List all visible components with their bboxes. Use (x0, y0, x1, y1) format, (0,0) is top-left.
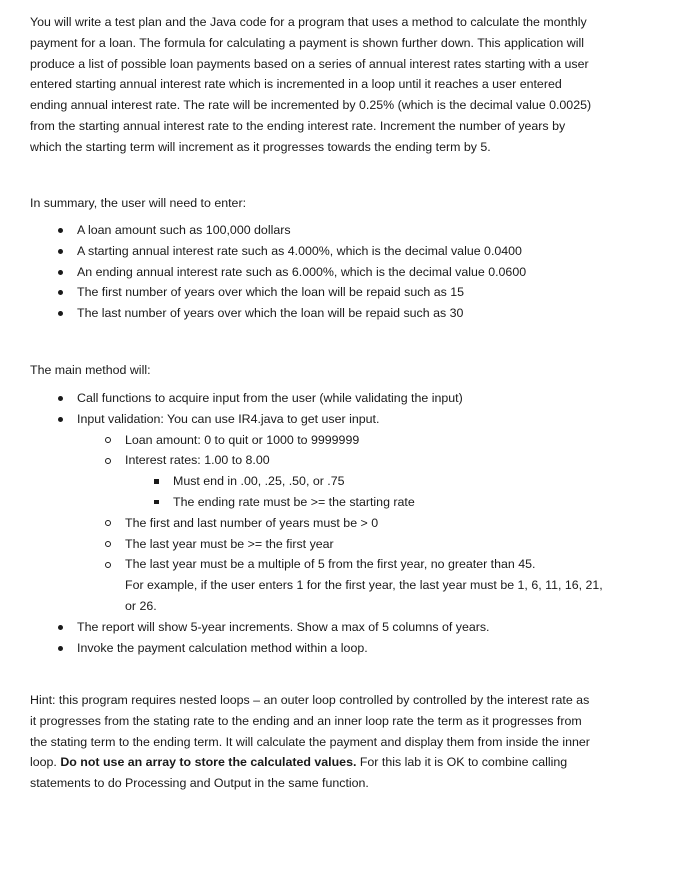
list-item-text: A loan amount such as 100,000 dollars (77, 223, 291, 237)
hint-bold-warning: Do not use an array to store the calculated values. (60, 755, 357, 770)
sub-sub-list-item (30, 492, 603, 513)
bullet-icon (58, 625, 63, 630)
list-item (30, 262, 526, 283)
hint-paragraph (30, 690, 670, 794)
sub-list-item (30, 450, 603, 471)
hint-line (30, 752, 670, 773)
bullet-icon (58, 249, 63, 254)
bullet-icon (58, 228, 63, 233)
hint-text: loop. (30, 755, 61, 770)
summary-list (30, 220, 526, 324)
hint-line: Hint: this program requires nested loops – an outer loop controlled by controlled by the interest rate as (30, 693, 590, 707)
sub-list-item (30, 534, 603, 555)
main-method-list (30, 388, 603, 658)
sub-list-item (30, 430, 603, 451)
intro-line: payment for a loan. The formula for calculating a payment is shown further down. This application will (30, 35, 584, 50)
hint-line: the stating term to the ending term. It will calculate the payment and display them from inside the inner (30, 734, 590, 749)
bullet-icon (58, 646, 63, 651)
square-bullet-icon (154, 479, 159, 484)
sub-list-item (30, 554, 603, 575)
circle-bullet-icon (105, 458, 111, 464)
hint-line: it progresses from the stating rate to the ending and an inner loop rate the term as it progresses from (30, 713, 582, 728)
circle-bullet-icon (105, 520, 111, 526)
list-item-text: Interest rates: 1.00 to 8.00 (125, 453, 270, 468)
bullet-icon (58, 270, 63, 275)
list-item-text: The report will show 5-year increments. Show a max of 5 columns of years. (77, 619, 490, 634)
list-item-text: Invoke the payment calculation method within a loop. (77, 640, 368, 655)
list-item (30, 617, 603, 638)
list-item-text: For example, if the user enters 1 for the first year, the last year must be 1, 6, 11, 16, 21, (125, 578, 603, 593)
main-method-heading: The main method will: (30, 363, 151, 377)
list-item-text: or 26. (125, 598, 157, 613)
square-bullet-icon (154, 500, 159, 505)
list-item-text: Loan amount: 0 to quit or 1000 to 9999999 (125, 432, 360, 447)
list-item (30, 303, 526, 324)
list-item-text: The first number of years over which the loan will be repaid such as 15 (77, 285, 465, 300)
list-item-text: The first and last number of years must be > 0 (125, 515, 379, 530)
circle-bullet-icon (105, 562, 111, 568)
list-item-continuation (30, 575, 603, 596)
list-item-text: Call functions to acquire input from the user (while validating the input) (77, 391, 463, 405)
bullet-icon (58, 417, 63, 422)
intro-line: You will write a test plan and the Java code for a program that uses a method to calculate the monthly (30, 15, 587, 29)
list-item (30, 282, 526, 303)
list-item (30, 388, 603, 409)
list-item (30, 638, 603, 659)
list-item-text: The ending rate must be >= the starting rate (173, 494, 415, 509)
intro-line: ending annual interest rate. The rate will be incremented by 0.25% (which is the decimal value 0.0025) (30, 98, 592, 113)
list-item-text: The last year must be a multiple of 5 from the first year, no greater than 45. (125, 557, 536, 572)
summary-heading: In summary, the user will need to enter: (30, 196, 247, 210)
bullet-icon (58, 311, 63, 316)
intro-line: produce a list of possible loan payments based on a series of annual interest rates starting with a user (30, 56, 589, 71)
intro-paragraph (30, 12, 670, 158)
intro-line: which the starting term will increment as it progresses towards the ending term by 5. (30, 139, 491, 154)
list-item-text: A starting annual interest rate such as 4.000%, which is the decimal value 0.0400 (77, 243, 522, 258)
list-item-text: Must end in .00, .25, .50, or .75 (173, 474, 345, 489)
list-item-text: The last year must be >= the first year (125, 536, 334, 551)
list-item (30, 409, 603, 430)
bullet-icon (58, 396, 63, 401)
circle-bullet-icon (105, 437, 111, 443)
list-item-text: The last number of years over which the loan will be repaid such as 30 (77, 306, 464, 321)
list-item-continuation (30, 596, 603, 617)
hint-text: For this lab it is OK to combine calling (356, 755, 568, 770)
bullet-icon (58, 290, 63, 295)
circle-bullet-icon (105, 541, 111, 547)
list-item (30, 220, 526, 241)
hint-line: statements to do Processing and Output in the same function. (30, 776, 369, 791)
intro-line: from the starting annual interest rate to the ending interest rate. Increment the number of years by (30, 118, 566, 133)
sub-list-item (30, 513, 603, 534)
sub-sub-list-item (30, 471, 603, 492)
list-item-text: Input validation: You can use IR4.java to get user input. (77, 411, 380, 426)
list-item (30, 241, 526, 262)
list-item-text: An ending annual interest rate such as 6.000%, which is the decimal value 0.0600 (77, 264, 527, 279)
intro-line: entered starting annual interest rate which is incremented in a loop until it reaches a user entered (30, 77, 562, 92)
